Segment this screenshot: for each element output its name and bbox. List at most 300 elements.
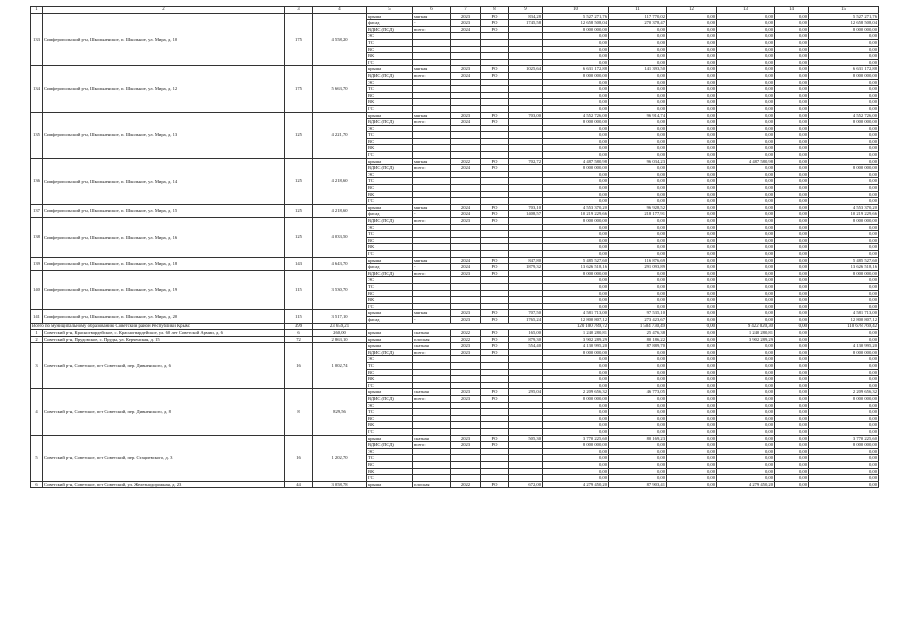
cell-col-7: 2023 [451, 112, 481, 119]
cell-col-15: 10 219 229,66 [809, 211, 879, 218]
cell-col-6: скатная [413, 435, 451, 442]
cell-col-13: 0,00 [717, 303, 775, 310]
cell-col-5: крыша [367, 481, 413, 488]
cell-col-14: 0,00 [775, 53, 809, 60]
cell-col-13: 0,00 [717, 178, 775, 185]
cell-col-6 [413, 178, 451, 185]
cell-col-6 [413, 39, 451, 46]
cell-col-10: 0,00 [543, 191, 609, 198]
cell-col-11: 116 876,69 [609, 257, 667, 264]
cell-col-6: мягкая [413, 310, 451, 317]
cell-col-9 [509, 297, 543, 304]
row-number: 2 [31, 336, 43, 343]
cell-col-8 [481, 290, 509, 297]
cell-col-12: 0,00 [667, 475, 717, 482]
cell-col-7: 2024 [451, 26, 481, 33]
cell-col-14: 0,00 [775, 336, 809, 343]
cell-col-7 [451, 363, 481, 370]
cell-col-7 [451, 283, 481, 290]
cell-col-6 [413, 356, 451, 363]
cell-col-7 [451, 356, 481, 363]
cell-col-11: 0,00 [609, 191, 667, 198]
cell-col-14: 0,00 [775, 244, 809, 251]
cell-col-7 [451, 125, 481, 132]
cell-col-8: РО [481, 310, 509, 317]
cell-col-13: 0,00 [717, 442, 775, 449]
cell-col-8: РО [481, 389, 509, 396]
cell-col-9 [509, 145, 543, 152]
cell-col-5: ВС [367, 369, 413, 376]
cell-col-8: РО [481, 257, 509, 264]
cell-col-12: 0,00 [667, 382, 717, 389]
apartments-count: 115 [285, 310, 313, 323]
cell-col-12: 0,00 [667, 86, 717, 93]
total-area: 4 221,70 [313, 112, 367, 158]
total-area: 3 530,70 [313, 270, 367, 310]
cell-col-14: 0,00 [775, 422, 809, 429]
cell-col-10: 4 487 580,98 [543, 158, 609, 165]
apartments-count: 125 [285, 112, 313, 158]
cell-col-15: 0,00 [809, 283, 879, 290]
column-number-8: 8 [481, 7, 509, 14]
cell-col-6 [413, 86, 451, 93]
cell-col-12: 0,00 [667, 250, 717, 257]
cell-col-11: 0,00 [609, 363, 667, 370]
cell-col-7 [451, 86, 481, 93]
cell-col-7: 2023 [451, 442, 481, 449]
cell-col-7 [451, 244, 481, 251]
cell-col-15: 0,00 [809, 382, 879, 389]
cell-col-9 [509, 237, 543, 244]
total-area: 260,00 [313, 330, 367, 337]
cell-col-14: 0,00 [775, 415, 809, 422]
cell-col-12: 0,00 [667, 79, 717, 86]
cell-col-6 [413, 237, 451, 244]
cell-col-6 [413, 198, 451, 205]
cell-col-13: 0,00 [717, 468, 775, 475]
cell-col-11: 0,00 [609, 376, 667, 383]
cell-col-10: 0,00 [543, 92, 609, 99]
cell-col-6 [413, 382, 451, 389]
cell-col-7 [451, 415, 481, 422]
cell-col-11: 0,00 [609, 349, 667, 356]
cell-col-8 [481, 53, 509, 60]
cell-col-13: 0,00 [717, 290, 775, 297]
cell-col-7: 2024 [451, 204, 481, 211]
cell-col-13: 0,00 [717, 53, 775, 60]
cell-col-15: 5 527 271,76 [809, 13, 879, 20]
cell-col-10: 0,00 [543, 79, 609, 86]
cell-col-7 [451, 185, 481, 192]
total-col-11: 1 504 730,49 [609, 323, 667, 330]
cell-col-6 [413, 422, 451, 429]
total-col-14: 0,00 [775, 323, 809, 330]
cell-col-12: 0,00 [667, 349, 717, 356]
cell-col-15: 0,00 [809, 475, 879, 482]
cell-col-12: 0,00 [667, 369, 717, 376]
cell-col-5: ВС [367, 46, 413, 53]
cell-col-6 [413, 415, 451, 422]
cell-col-6: мягкая [413, 204, 451, 211]
cell-col-11: 0,00 [609, 171, 667, 178]
cell-col-10: 0,00 [543, 303, 609, 310]
cell-col-12: 0,00 [667, 356, 717, 363]
cell-col-8 [481, 79, 509, 86]
cell-col-5: ГС [367, 303, 413, 310]
apartments-count: 143 [285, 257, 313, 270]
cell-col-13: 0,00 [717, 455, 775, 462]
cell-col-14: 0,00 [775, 66, 809, 73]
cell-col-15: 0,00 [809, 330, 879, 337]
row-number: 1 [31, 330, 43, 337]
cell-col-15: 0,00 [809, 455, 879, 462]
column-number-6: 6 [413, 7, 451, 14]
cell-col-11: 0,00 [609, 277, 667, 284]
cell-col-11: 0,00 [609, 402, 667, 409]
cell-col-5: крыша [367, 66, 413, 73]
register-sheet [30, 6, 878, 488]
cell-col-8 [481, 237, 509, 244]
row-number: 133 [31, 13, 43, 66]
cell-col-9 [509, 79, 543, 86]
total-area: 5 663,70 [313, 66, 367, 112]
cell-col-15: 8 000 000,00 [809, 119, 879, 126]
cell-col-5: крыша [367, 389, 413, 396]
cell-col-6 [413, 224, 451, 231]
cell-col-9 [509, 356, 543, 363]
cell-col-9 [509, 442, 543, 449]
total-area: 4 558,20 [313, 13, 367, 66]
cell-col-6 [413, 92, 451, 99]
cell-col-8: РО [481, 264, 509, 271]
cell-col-10: 8 000 000,00 [543, 26, 609, 33]
total-col-13: 9 422 020,30 [717, 323, 775, 330]
cell-col-9: 847,80 [509, 257, 543, 264]
cell-col-11: 0,00 [609, 303, 667, 310]
cell-col-15: 0,00 [809, 429, 879, 436]
cell-col-14: 0,00 [775, 171, 809, 178]
cell-col-9: 1025,64 [509, 66, 543, 73]
cell-col-11: 0,00 [609, 468, 667, 475]
cell-col-6 [413, 250, 451, 257]
cell-col-12: 0,00 [667, 422, 717, 429]
cell-col-13: 4 279 450,20 [717, 481, 775, 488]
cell-col-9 [509, 369, 543, 376]
cell-col-12: 0,00 [667, 402, 717, 409]
cell-col-10: 0,00 [543, 237, 609, 244]
cell-col-13: 0,00 [717, 461, 775, 468]
cell-col-11: 0,00 [609, 237, 667, 244]
cell-col-11: 0,00 [609, 290, 667, 297]
cell-col-13: 0,00 [717, 46, 775, 53]
cell-col-8 [481, 46, 509, 53]
cell-col-11: 0,00 [609, 132, 667, 139]
cell-col-14: 0,00 [775, 382, 809, 389]
cell-col-14: 0,00 [775, 165, 809, 172]
cell-col-12: 0,00 [667, 303, 717, 310]
cell-col-12: 0,00 [667, 33, 717, 40]
cell-col-8: РО [481, 343, 509, 350]
cell-col-14: 0,00 [775, 343, 809, 350]
cell-col-9: 703,00 [509, 112, 543, 119]
cell-col-10: 0,00 [543, 138, 609, 145]
cell-col-13: 0,00 [717, 422, 775, 429]
cell-col-5: ГС [367, 198, 413, 205]
cell-col-11: 97 535,10 [609, 310, 667, 317]
cell-col-15: 8 000 000,00 [809, 26, 879, 33]
cell-col-8 [481, 171, 509, 178]
cell-col-7 [451, 46, 481, 53]
cell-col-14: 0,00 [775, 13, 809, 20]
row-number: 136 [31, 158, 43, 204]
cell-col-10: 0,00 [543, 171, 609, 178]
cell-col-8 [481, 198, 509, 205]
cell-col-14: 0,00 [775, 475, 809, 482]
cell-col-13: 0,00 [717, 429, 775, 436]
cell-col-7: 2022 [451, 336, 481, 343]
row-number: 135 [31, 112, 43, 158]
cell-col-6 [413, 409, 451, 416]
cell-col-6 [413, 475, 451, 482]
cell-col-5: фасад [367, 211, 413, 218]
cell-col-5: ГС [367, 475, 413, 482]
cell-col-15: 0,00 [809, 152, 879, 159]
cell-col-13: 0,00 [717, 382, 775, 389]
cell-col-7: 2023 [451, 349, 481, 356]
cell-col-8 [481, 125, 509, 132]
cell-col-6 [413, 376, 451, 383]
cell-col-11: 0,00 [609, 218, 667, 225]
cell-col-5: ТС [367, 39, 413, 46]
cell-col-9 [509, 119, 543, 126]
cell-col-5: ВДИС (ПСД) [367, 270, 413, 277]
column-number-13: 13 [717, 7, 775, 14]
cell-col-5: ТС [367, 86, 413, 93]
cell-col-11: 0,00 [609, 26, 667, 33]
cell-col-5: крыша [367, 435, 413, 442]
cell-col-13: 0,00 [717, 13, 775, 20]
table-row [31, 343, 879, 350]
table-row [31, 270, 879, 277]
cell-col-7: 2023 [451, 435, 481, 442]
table-row [31, 66, 879, 73]
cell-col-6: мягкая [413, 257, 451, 264]
cell-col-12: 0,00 [667, 389, 717, 396]
cell-col-14: 0,00 [775, 396, 809, 403]
cell-col-12: 0,00 [667, 99, 717, 106]
cell-col-10: 8 000 000,00 [543, 349, 609, 356]
cell-col-5: крыша [367, 204, 413, 211]
building-address: Симферопольский р-н, Школьненское, п. Школьное, ул. Мира, д. 12 [43, 66, 285, 112]
cell-col-9: 672,00 [509, 481, 543, 488]
cell-col-7 [451, 224, 481, 231]
cell-col-13: 0,00 [717, 125, 775, 132]
cell-col-14: 0,00 [775, 264, 809, 271]
cell-col-15: 0,00 [809, 39, 879, 46]
cell-col-14: 0,00 [775, 369, 809, 376]
cell-col-9 [509, 283, 543, 290]
cell-col-8 [481, 138, 509, 145]
cell-col-10: 0,00 [543, 356, 609, 363]
cell-col-10: 0,00 [543, 283, 609, 290]
cell-col-15: 0,00 [809, 145, 879, 152]
cell-col-13: 0,00 [717, 99, 775, 106]
table-row [31, 204, 879, 211]
cell-col-12: 0,00 [667, 468, 717, 475]
column-number-15: 15 [809, 7, 879, 14]
apartments-count: 125 [285, 204, 313, 217]
cell-col-7 [451, 138, 481, 145]
cell-col-9 [509, 448, 543, 455]
cell-col-10: 4 130 995,20 [543, 343, 609, 350]
cell-col-12: 0,00 [667, 125, 717, 132]
cell-col-9 [509, 396, 543, 403]
total-area: 4 643,70 [313, 257, 367, 270]
total-area-sum: 23 659,21 [313, 323, 367, 330]
apartments-count: 125 [285, 218, 313, 258]
cell-col-8 [481, 376, 509, 383]
total-label: Всего по муниципальному образованию Советский район Республики Крым: [31, 323, 285, 330]
cell-col-14: 0,00 [775, 468, 809, 475]
cell-col-7: 2022 [451, 158, 481, 165]
column-number-3: 3 [285, 7, 313, 14]
cell-col-10: 0,00 [543, 178, 609, 185]
column-number-9: 9 [509, 7, 543, 14]
cell-col-11: 0,00 [609, 224, 667, 231]
cell-col-6: - [413, 264, 451, 271]
cell-col-5: ТС [367, 455, 413, 462]
cell-col-7 [451, 290, 481, 297]
cell-col-15: 0,00 [809, 409, 879, 416]
cell-col-7 [451, 79, 481, 86]
cell-col-15: 0,00 [809, 448, 879, 455]
cell-col-10: 4 552 726,00 [543, 112, 609, 119]
cell-col-7 [451, 53, 481, 60]
cell-col-13: 0,00 [717, 297, 775, 304]
column-number-2: 2 [43, 7, 285, 14]
cell-col-5: ВС [367, 461, 413, 468]
cell-col-11: 96 914,74 [609, 112, 667, 119]
cell-col-11: 0,00 [609, 231, 667, 238]
cell-col-12: 0,00 [667, 158, 717, 165]
cell-col-14: 0,00 [775, 237, 809, 244]
cell-col-14: 0,00 [775, 152, 809, 159]
cell-col-9 [509, 363, 543, 370]
cell-col-13: 0,00 [717, 316, 775, 323]
cell-col-8: РО [481, 336, 509, 343]
cell-col-9: 879,30 [509, 336, 543, 343]
cell-col-5: ТС [367, 409, 413, 416]
cell-col-5: ВК [367, 53, 413, 60]
cell-col-13: 0,00 [717, 79, 775, 86]
cell-col-7: 2024 [451, 257, 481, 264]
cell-col-9: 554,40 [509, 343, 543, 350]
cell-col-8 [481, 422, 509, 429]
cell-col-15: 8 000 000,00 [809, 270, 879, 277]
cell-col-7 [451, 303, 481, 310]
cell-col-7 [451, 178, 481, 185]
cell-col-8 [481, 461, 509, 468]
total-area: 829,56 [313, 389, 367, 435]
cell-col-9 [509, 461, 543, 468]
building-address: Симферопольский р-н, Школьненское, п. Школьное, ул. Мира, д. 16 [43, 218, 285, 258]
cell-col-11: 0,00 [609, 415, 667, 422]
cell-col-15: 0,00 [809, 369, 879, 376]
cell-col-12: 0,00 [667, 152, 717, 159]
cell-col-12: 0,00 [667, 132, 717, 139]
cell-col-12: 0,00 [667, 145, 717, 152]
cell-col-13: 0,00 [717, 389, 775, 396]
cell-col-7 [451, 448, 481, 455]
cell-col-13: 0,00 [717, 244, 775, 251]
cell-col-14: 0,00 [775, 112, 809, 119]
building-address: Симферопольский р-н, Школьненское, п. Школьное, ул. Мира, д. 19 [43, 270, 285, 310]
cell-col-10: 12 800 807,12 [543, 316, 609, 323]
cell-col-8: РО [481, 316, 509, 323]
cell-col-9 [509, 33, 543, 40]
cell-col-15: 0,00 [809, 158, 879, 165]
cell-col-8 [481, 415, 509, 422]
cell-col-6 [413, 231, 451, 238]
cell-col-10: 0,00 [543, 198, 609, 205]
cell-col-10: 0,00 [543, 39, 609, 46]
cell-col-15: 0,00 [809, 468, 879, 475]
cell-col-7 [451, 59, 481, 66]
table-row [31, 481, 879, 488]
cell-col-6 [413, 277, 451, 284]
cell-col-6 [413, 244, 451, 251]
building-address: Симферопольский р-н, Школьненское, п. Школьное, ул. Мира, д. 15 [43, 204, 285, 217]
row-number: 3 [31, 343, 43, 389]
cell-col-10: 8 000 000,00 [543, 72, 609, 79]
cell-col-14: 0,00 [775, 92, 809, 99]
cell-col-7: 2023 [451, 66, 481, 73]
cell-col-7: 2023 [451, 270, 481, 277]
cell-col-5: ЭС [367, 33, 413, 40]
total-apartments: 399 [285, 323, 313, 330]
cell-col-6: скатная [413, 389, 451, 396]
cell-col-14: 0,00 [775, 481, 809, 488]
apartments-count: 8 [285, 389, 313, 435]
cell-col-13: 0,00 [717, 165, 775, 172]
cell-col-14: 0,00 [775, 455, 809, 462]
cell-col-14: 0,00 [775, 283, 809, 290]
cell-col-6 [413, 283, 451, 290]
cell-col-12: 0,00 [667, 20, 717, 27]
cell-col-6 [413, 46, 451, 53]
cell-col-11: 0,00 [609, 125, 667, 132]
cell-col-13: 0,00 [717, 66, 775, 73]
cell-col-11: 0,00 [609, 86, 667, 93]
cell-col-11: 0,00 [609, 53, 667, 60]
cell-col-11: 0,00 [609, 138, 667, 145]
cell-col-15: 8 000 000,00 [809, 218, 879, 225]
cell-col-10: 8 000 000,00 [543, 218, 609, 225]
cell-col-14: 0,00 [775, 349, 809, 356]
cell-col-14: 0,00 [775, 376, 809, 383]
cell-col-13: 0,00 [717, 277, 775, 284]
row-number: 134 [31, 66, 43, 112]
cell-col-15: 4 130 995,20 [809, 343, 879, 350]
cell-col-11: 0,00 [609, 250, 667, 257]
cell-col-10: 5 527 271,76 [543, 13, 609, 20]
cell-col-5: ВДИС (ПСД) [367, 349, 413, 356]
cell-col-5: ЭС [367, 79, 413, 86]
cell-col-10: 8 000 000,00 [543, 396, 609, 403]
building-address: Советский р-н, Советское, пгт Советский, пер. Дивненского, д. 8 [43, 389, 285, 435]
cell-col-7 [451, 198, 481, 205]
cell-col-9 [509, 105, 543, 112]
